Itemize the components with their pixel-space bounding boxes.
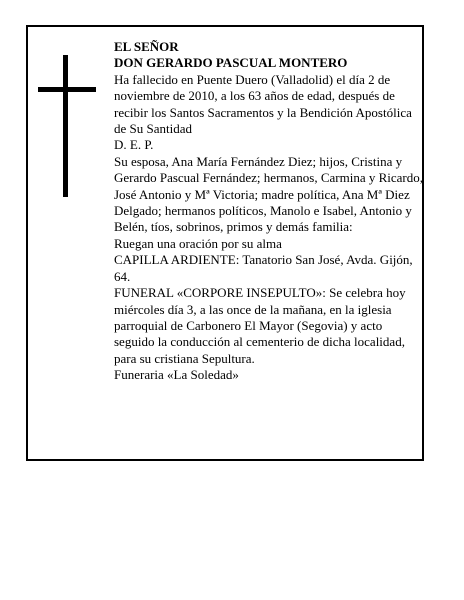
- death-announcement: Ha fallecido en Puente Duero (Valladolid) el día 2 de noviembre de 2010, a los 63 años de edad, después de recibir los Santos Sacramentos y la Bendición Apostólica de Su Santidad: [114, 71, 412, 137]
- obituary-heading-name: DON GERARDO PASCUAL MONTERO: [114, 55, 348, 71]
- rip-line: D. E. P.: [114, 137, 154, 153]
- cross-horizontal-bar: [38, 87, 96, 92]
- family-list: Su esposa, Ana María Fernández Diez; hijos, Cristina y Gerardo Pascual Fernández; hermanos, Carmina y Ricardo, José Antonio y Mª Victoria; madre política, Ana Mª Diez Delgado; hermanos políticos, Manolo e Isabel, Antonio y Belén, tíos, sobrinos, primos y demás familia:: [114, 153, 424, 235]
- funeral-info: FUNERAL «CORPORE INSEPULTO»: Se celebra hoy miércoles día 3, a las once de la mañana, en la iglesia parroquial de Carbonero El Mayor (Segovia) y acto seguido la conducción al cementerio de dicha localidad, para su cristiana Sepultura.: [114, 285, 406, 366]
- obituary-heading-title: EL SEÑOR: [114, 39, 179, 54]
- cross-vertical-bar: [63, 55, 68, 197]
- chapel-info: CAPILLA ARDIENTE: Tanatorio San José, Avda. Gijón, 64.: [114, 252, 413, 284]
- funeral-home: Funeraria «La Soledad»: [114, 367, 239, 383]
- obituary-text: [114, 39, 424, 384]
- prayer-request: Ruegan una oración por su alma: [114, 235, 282, 251]
